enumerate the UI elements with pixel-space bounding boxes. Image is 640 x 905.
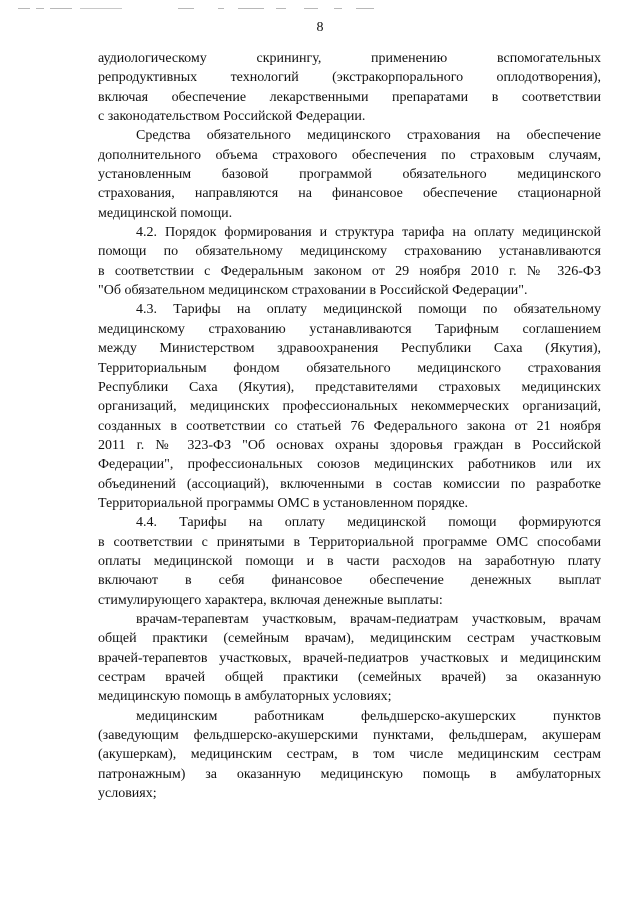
- scan-artifacts: [18, 6, 418, 12]
- text-line: сестрам врачей общей практики (семейных врачей) за оказанную: [98, 670, 601, 685]
- text-line: стимулирующего характера, включая денежные выплаты:: [98, 592, 443, 608]
- paragraph: [98, 223, 601, 300]
- text-line: аудиологическому скринингу, применению вспомогательных: [98, 51, 601, 66]
- text-line: "Об обязательном медицинском страховании в Российской Федерации".: [98, 283, 528, 299]
- text-line: объединений (ассоциаций), включенными в состав комиссии по разработке: [98, 476, 601, 492]
- paragraph: [98, 610, 601, 707]
- text-line: патронажным) за оказанную медицинскую помощь в амбулаторных: [98, 766, 601, 782]
- text-line: медицинской помощи.: [98, 205, 233, 221]
- text-line: общей практики (семейным врачам), медицинским сестрам участковым: [98, 631, 601, 647]
- paragraph: [98, 513, 601, 610]
- paragraph: [98, 707, 601, 804]
- text-line: включают в себя финансовое обеспечение денежных выплат: [98, 573, 601, 589]
- text-line: с законодательством Российской Федерации.: [98, 109, 366, 125]
- text-line: Территориальным фондом обязательного медицинского страхования: [98, 360, 601, 376]
- text-line: в соответствии с принятыми в Территориальной программе ОМС способами: [98, 534, 601, 550]
- text-line: Республики Саха (Якутия), представителями страховых медицинских: [98, 379, 601, 395]
- text-line: медицинскую помощь в амбулаторных условиях;: [98, 689, 392, 705]
- text-line: созданных в соответствии со статьей 76 Федерального закона от 21 ноября: [98, 418, 601, 434]
- text-line: страхования, направляются на финансовое обеспечение стационарной: [98, 186, 601, 202]
- text-line: Федерации", профессиональных союзов медицинских работников или их: [98, 457, 601, 473]
- text-line: медицинским работникам фельдшерско-акушерских пунктов: [136, 708, 601, 724]
- text-line: включая обеспечение лекарственными препаратами в соответствии: [98, 89, 601, 105]
- text-line: врачей-терапевтов участковых, врачей-педиатров участковых и медицинским: [98, 650, 601, 666]
- text-line: между Министерством здравоохранения Республики Саха (Якутия),: [98, 341, 601, 357]
- text-line: дополнительного объема страхового обеспечения по страховым случаям,: [98, 147, 601, 163]
- text-line: медицинскому страхованию устанавливаются Тарифным соглашением: [98, 321, 601, 337]
- text-line: (акушеркам), медицинским сестрам, в том числе медицинским сестрам: [98, 747, 601, 763]
- text-line: Территориальной программы ОМС в установленном порядке.: [98, 495, 469, 511]
- text-line: Средства обязательного медицинского страхования на обеспечение: [136, 128, 601, 144]
- text-line: 4.3. Тарифы на оплату медицинской помощи по обязательному: [136, 302, 601, 318]
- text-line: помощи по обязательному медицинскому страхованию устанавливаются: [98, 244, 601, 260]
- text-line: (заведующим фельдшерско-акушерскими пунктами, фельдшерам, акушерам: [98, 728, 601, 744]
- text-line: врачам-терапевтам участковым, врачам-педиатрам участковым, врачам: [136, 611, 601, 627]
- page-number: 8: [316, 20, 324, 35]
- text-line: оплаты медицинской помощи и в части расходов на заработную плату: [98, 553, 601, 569]
- document-body: [98, 49, 601, 803]
- text-line: организаций, медицинских профессиональных некоммерческих организаций,: [98, 399, 601, 415]
- paragraph: [98, 300, 601, 513]
- text-line: репродуктивных технологий (экстракорпорального оплодотворения),: [98, 70, 601, 86]
- text-line: 4.4. Тарифы на оплату медицинской помощи формируются: [136, 515, 601, 531]
- text-line: условиях;: [98, 786, 157, 802]
- text-line: в соответствии с Федеральным законом от 29 ноября 2010 г. № 326-ФЗ: [98, 263, 601, 279]
- text-line: 2011 г. № 323-ФЗ "Об основах охраны здоровья граждан в Российской: [98, 437, 601, 453]
- paragraph: [98, 126, 601, 223]
- paragraph: [98, 49, 601, 126]
- text-line: 4.2. Порядок формирования и структура тарифа на оплату медицинской: [136, 225, 601, 241]
- text-line: установленным базовой программой обязательного медицинского: [98, 167, 601, 183]
